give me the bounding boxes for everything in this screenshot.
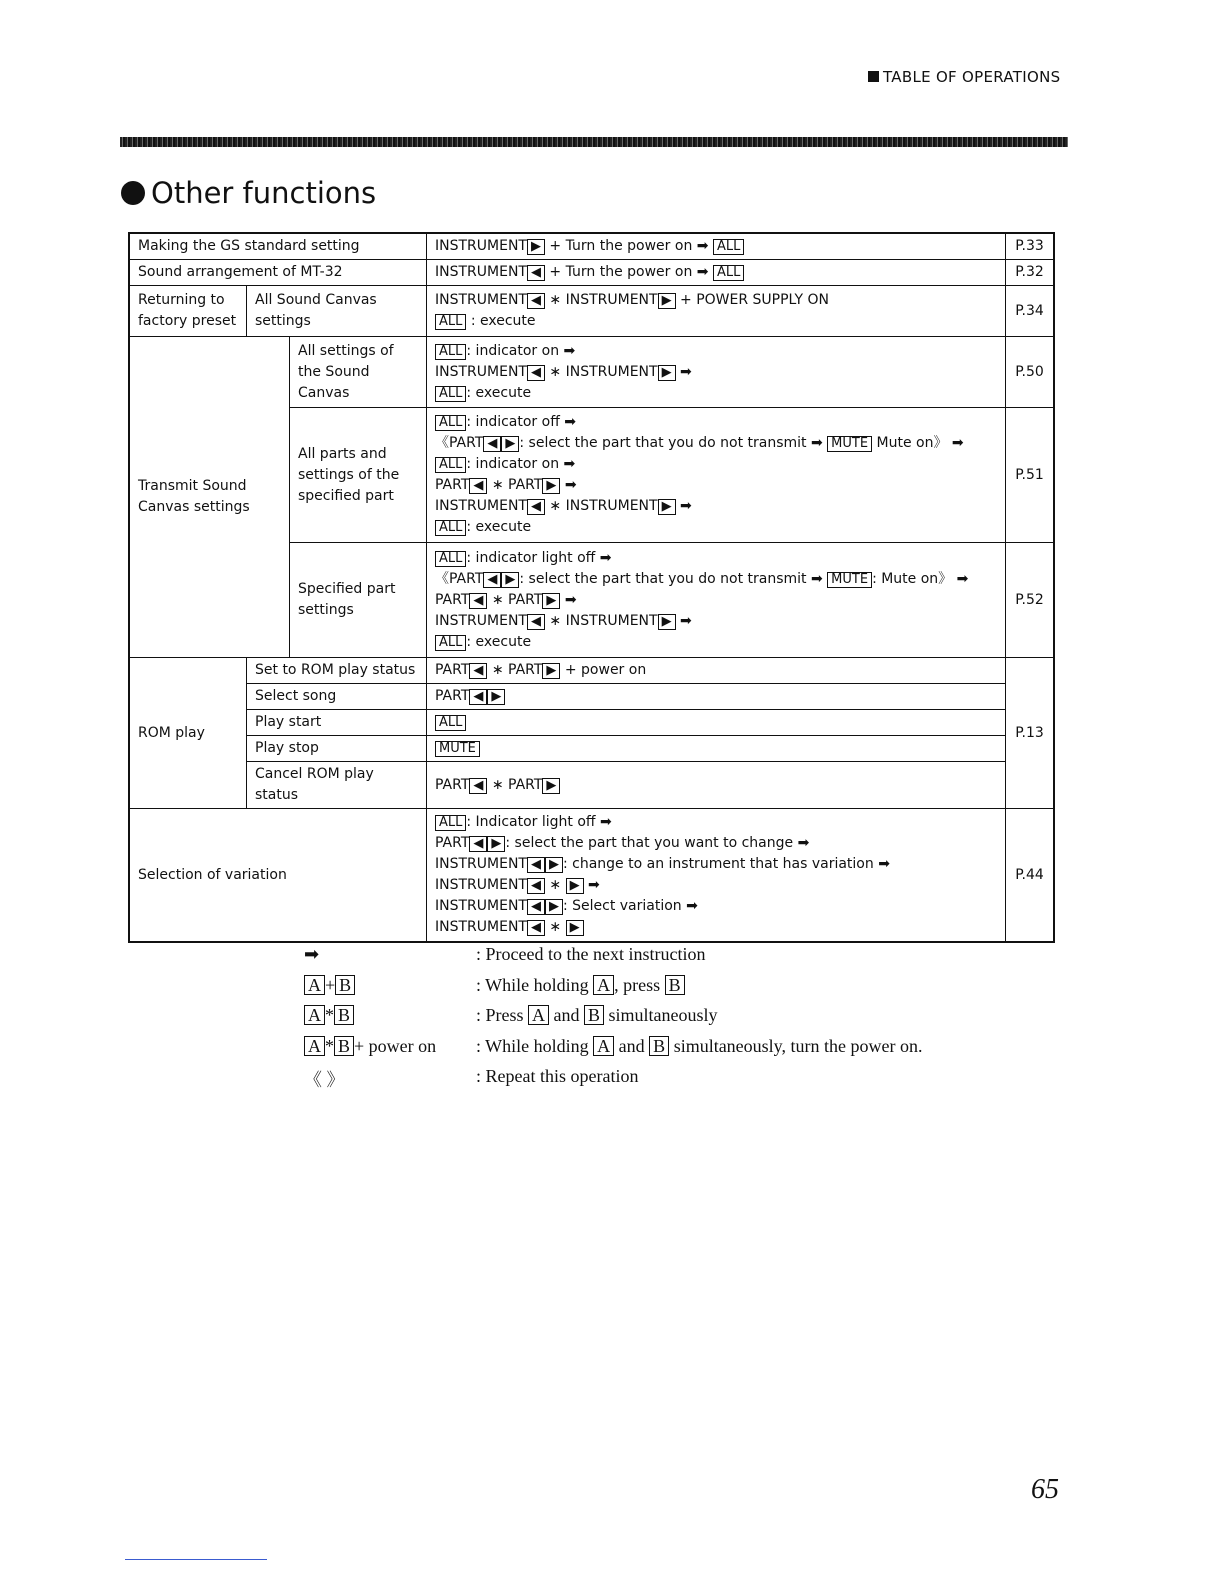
key-cap: ALL — [435, 520, 466, 536]
legend-symbol: 《 》 — [304, 1070, 345, 1090]
header-rule — [120, 137, 1068, 147]
row-operation: INSTRUMENT ▶ + Turn the power on ➡ ALL — [427, 233, 1006, 260]
op-line: INSTRUMENT ◀ ∗ INSTRUMENT ▶ + POWER SUPPLY ON — [435, 292, 829, 308]
key-cap: B — [334, 1005, 354, 1025]
op-line: ALL : indicator light off ➡ — [435, 548, 997, 569]
row-label: Sound arrangement of MT-32 — [129, 260, 427, 286]
row-operation: PART ◀ ∗ PART ▶ — [427, 762, 1006, 809]
key-cap: ALL — [713, 265, 744, 281]
op-line: ALL : execute — [435, 383, 997, 404]
table-row — [129, 233, 1054, 260]
key-cap: ALL — [435, 386, 466, 402]
footer-line — [125, 1559, 267, 1560]
key-cap: ▶ — [487, 836, 505, 852]
op-line: PART ◀ ∗ PART ▶ ➡ — [435, 477, 577, 493]
key-cap: ◀ — [527, 857, 545, 873]
key-cap: ◀ — [527, 293, 545, 309]
table-row — [129, 762, 1054, 809]
page-title-text: Other functions — [151, 176, 377, 210]
row-operation: PART ◀ ▶ — [427, 684, 1006, 710]
key-cap: ▶ — [566, 920, 584, 936]
op-line: ALL : Indicator light off ➡ — [435, 812, 997, 833]
key-cap: MUTE — [435, 741, 480, 757]
key-cap: ◀ — [527, 899, 545, 915]
bullet-icon — [121, 181, 145, 205]
op-line: ALL : indicator off ➡ — [435, 412, 997, 433]
legend-desc: : While holding A , press B — [476, 975, 685, 996]
key-cap: ALL — [713, 239, 744, 255]
op-line: INSTRUMENT ◀ ∗ INSTRUMENT ▶ ➡ — [435, 498, 692, 514]
key-cap: ▶ — [566, 878, 584, 894]
row-sublabel: All parts and settings of the specified part — [290, 408, 427, 543]
key-cap: MUTE — [827, 436, 872, 452]
page-ref: P.50 — [1006, 337, 1055, 408]
op-line: ALL : indicator on ➡ — [435, 454, 997, 475]
key-cap: A — [593, 1036, 614, 1056]
key-cap: ▶ — [542, 593, 560, 609]
table-row — [129, 658, 1054, 684]
op-line: INSTRUMENT ◀ ∗ INSTRUMENT ▶ ➡ — [435, 612, 692, 629]
op-line: ALL : execute — [435, 311, 997, 332]
key-cap: ◀ — [527, 878, 545, 894]
key-cap: ▶ — [545, 857, 563, 873]
row-sublabel: Cancel ROM play status — [247, 762, 427, 809]
op-line: 《PART ◀ ▶ : select the part that you do not transmit ➡ MUTE Mute on》 ➡ — [435, 435, 964, 451]
row-operation: PART ◀ ∗ PART ▶ + power on — [427, 658, 1006, 684]
row-sublabel: Set to ROM play status — [247, 658, 427, 684]
row-label: Selection of variation — [129, 809, 427, 943]
key-cap: ▶ — [658, 365, 676, 381]
op-line: INSTRUMENT ◀ ▶ : change to an instrument that has variation ➡ — [435, 856, 890, 872]
key-cap: ◀ — [527, 614, 545, 630]
key-cap: ▶ — [501, 436, 519, 452]
legend-desc: : While holding A and B simultaneously, turn the power on. — [476, 1035, 923, 1056]
key-cap: ▶ — [542, 778, 560, 794]
key-cap: MUTE — [827, 572, 872, 588]
key-cap: ALL — [435, 344, 466, 360]
table-row — [129, 260, 1054, 286]
key-cap: ▶ — [501, 572, 519, 588]
page-ref: P.13 — [1006, 658, 1055, 809]
key-cap: ◀ — [469, 689, 487, 705]
row-label: Transmit Sound Canvas settings — [129, 337, 290, 658]
page-ref: P.34 — [1006, 286, 1055, 337]
section-header-text: TABLE OF OPERATIONS — [883, 68, 1061, 86]
page-ref: P.32 — [1006, 260, 1055, 286]
key-cap: A — [304, 975, 325, 995]
key-cap: ◀ — [527, 499, 545, 515]
key-cap: ◀ — [469, 478, 487, 494]
row-sublabel: Select song — [247, 684, 427, 710]
row-label: Making the GS standard setting — [129, 233, 427, 260]
row-sublabel: All Sound Canvas settings — [247, 286, 427, 337]
key-cap: ▶ — [542, 663, 560, 679]
legend-desc: : Repeat this operation — [476, 1066, 639, 1086]
key-cap: ▶ — [545, 899, 563, 915]
key-cap: ◀ — [527, 265, 545, 281]
row-operation — [427, 286, 1006, 337]
op-line: INSTRUMENT ◀ ∗ ▶ ➡ — [435, 877, 600, 893]
op-line: ALL : execute — [435, 517, 997, 538]
key-cap: ALL — [435, 551, 466, 567]
row-sublabel: Play stop — [247, 736, 427, 762]
key-cap: ▶ — [542, 478, 560, 494]
op-line: 《PART ◀ ▶ : select the part that you do not transmit ➡ MUTE : Mute on》 ➡ — [435, 570, 969, 587]
key-cap: ◀ — [483, 436, 501, 452]
key-cap: ▶ — [487, 689, 505, 705]
row-operation — [427, 408, 1006, 543]
table-row — [129, 736, 1054, 762]
op-line: PART ◀ ∗ PART ▶ ➡ — [435, 591, 577, 608]
key-cap: B — [584, 1005, 604, 1025]
row-operation — [427, 710, 1006, 736]
table-row — [129, 809, 1054, 943]
table-row — [129, 684, 1054, 710]
key-cap: A — [593, 975, 614, 995]
key-cap: ◀ — [527, 920, 545, 936]
key-cap: B — [335, 975, 355, 995]
key-cap: B — [334, 1036, 354, 1056]
operations-table — [128, 232, 1055, 943]
square-bullet-icon — [868, 71, 879, 82]
key-cap: ◀ — [469, 778, 487, 794]
legend-desc: : Press A and B simultaneously — [476, 1005, 718, 1025]
key-cap: ALL — [435, 635, 466, 651]
table-row — [129, 337, 1054, 408]
table-row — [129, 286, 1054, 337]
row-operation — [427, 809, 1006, 943]
key-cap: B — [665, 975, 685, 995]
key-cap: A — [528, 1005, 549, 1025]
page-number: 65 — [1031, 1474, 1059, 1505]
key-cap: ◀ — [469, 593, 487, 609]
row-label: ROM play — [129, 658, 247, 809]
key-cap: ALL — [435, 415, 466, 431]
key-cap: ▶ — [527, 239, 545, 255]
op-line: INSTRUMENT ◀ ▶ : Select variation ➡ — [435, 898, 698, 914]
page-ref: P.51 — [1006, 408, 1055, 543]
key-cap: ◀ — [469, 836, 487, 852]
row-operation: INSTRUMENT ◀ + Turn the power on ➡ ALL — [427, 260, 1006, 286]
key-cap: ◀ — [469, 663, 487, 679]
legend-symbol: A * B + power on — [304, 1036, 436, 1057]
row-operation — [427, 543, 1006, 658]
key-cap: B — [649, 1036, 669, 1056]
row-operation — [427, 736, 1006, 762]
key-cap: ALL — [435, 815, 466, 831]
row-label: Returning to factory preset — [129, 286, 247, 337]
op-line: INSTRUMENT ◀ ∗ INSTRUMENT ▶ ➡ — [435, 363, 692, 380]
page-title — [121, 176, 376, 210]
page-ref: P.52 — [1006, 543, 1055, 658]
op-line: ALL : indicator on ➡ — [435, 341, 997, 362]
key-cap: ▶ — [658, 614, 676, 630]
key-cap: ▶ — [658, 293, 676, 309]
table-row — [129, 710, 1054, 736]
key-cap: A — [304, 1036, 325, 1056]
row-sublabel: Specified part settings — [290, 543, 427, 658]
section-header — [868, 68, 1060, 86]
key-cap: ALL — [435, 314, 466, 330]
row-sublabel: All settings of the Sound Canvas — [290, 337, 427, 408]
legend-symbol: ➡ — [304, 944, 320, 964]
legend-desc: : Proceed to the next instruction — [476, 944, 706, 964]
key-cap: ◀ — [527, 365, 545, 381]
key-cap: ALL — [435, 715, 466, 731]
page-ref: P.33 — [1006, 233, 1055, 260]
op-line: INSTRUMENT ◀ ∗ ▶ — [435, 917, 997, 938]
key-cap: A — [304, 1005, 325, 1025]
page-ref: P.44 — [1006, 809, 1055, 943]
legend-symbol: A * B — [304, 1005, 354, 1026]
op-line: ALL : execute — [435, 632, 997, 653]
key-cap: ◀ — [483, 572, 501, 588]
op-line: PART ◀ ▶ : select the part that you want to change ➡ — [435, 835, 810, 851]
key-cap: ALL — [435, 457, 466, 473]
row-operation — [427, 337, 1006, 408]
row-sublabel: Play start — [247, 710, 427, 736]
key-cap: ▶ — [658, 499, 676, 515]
legend-symbol: A + B — [304, 975, 355, 996]
